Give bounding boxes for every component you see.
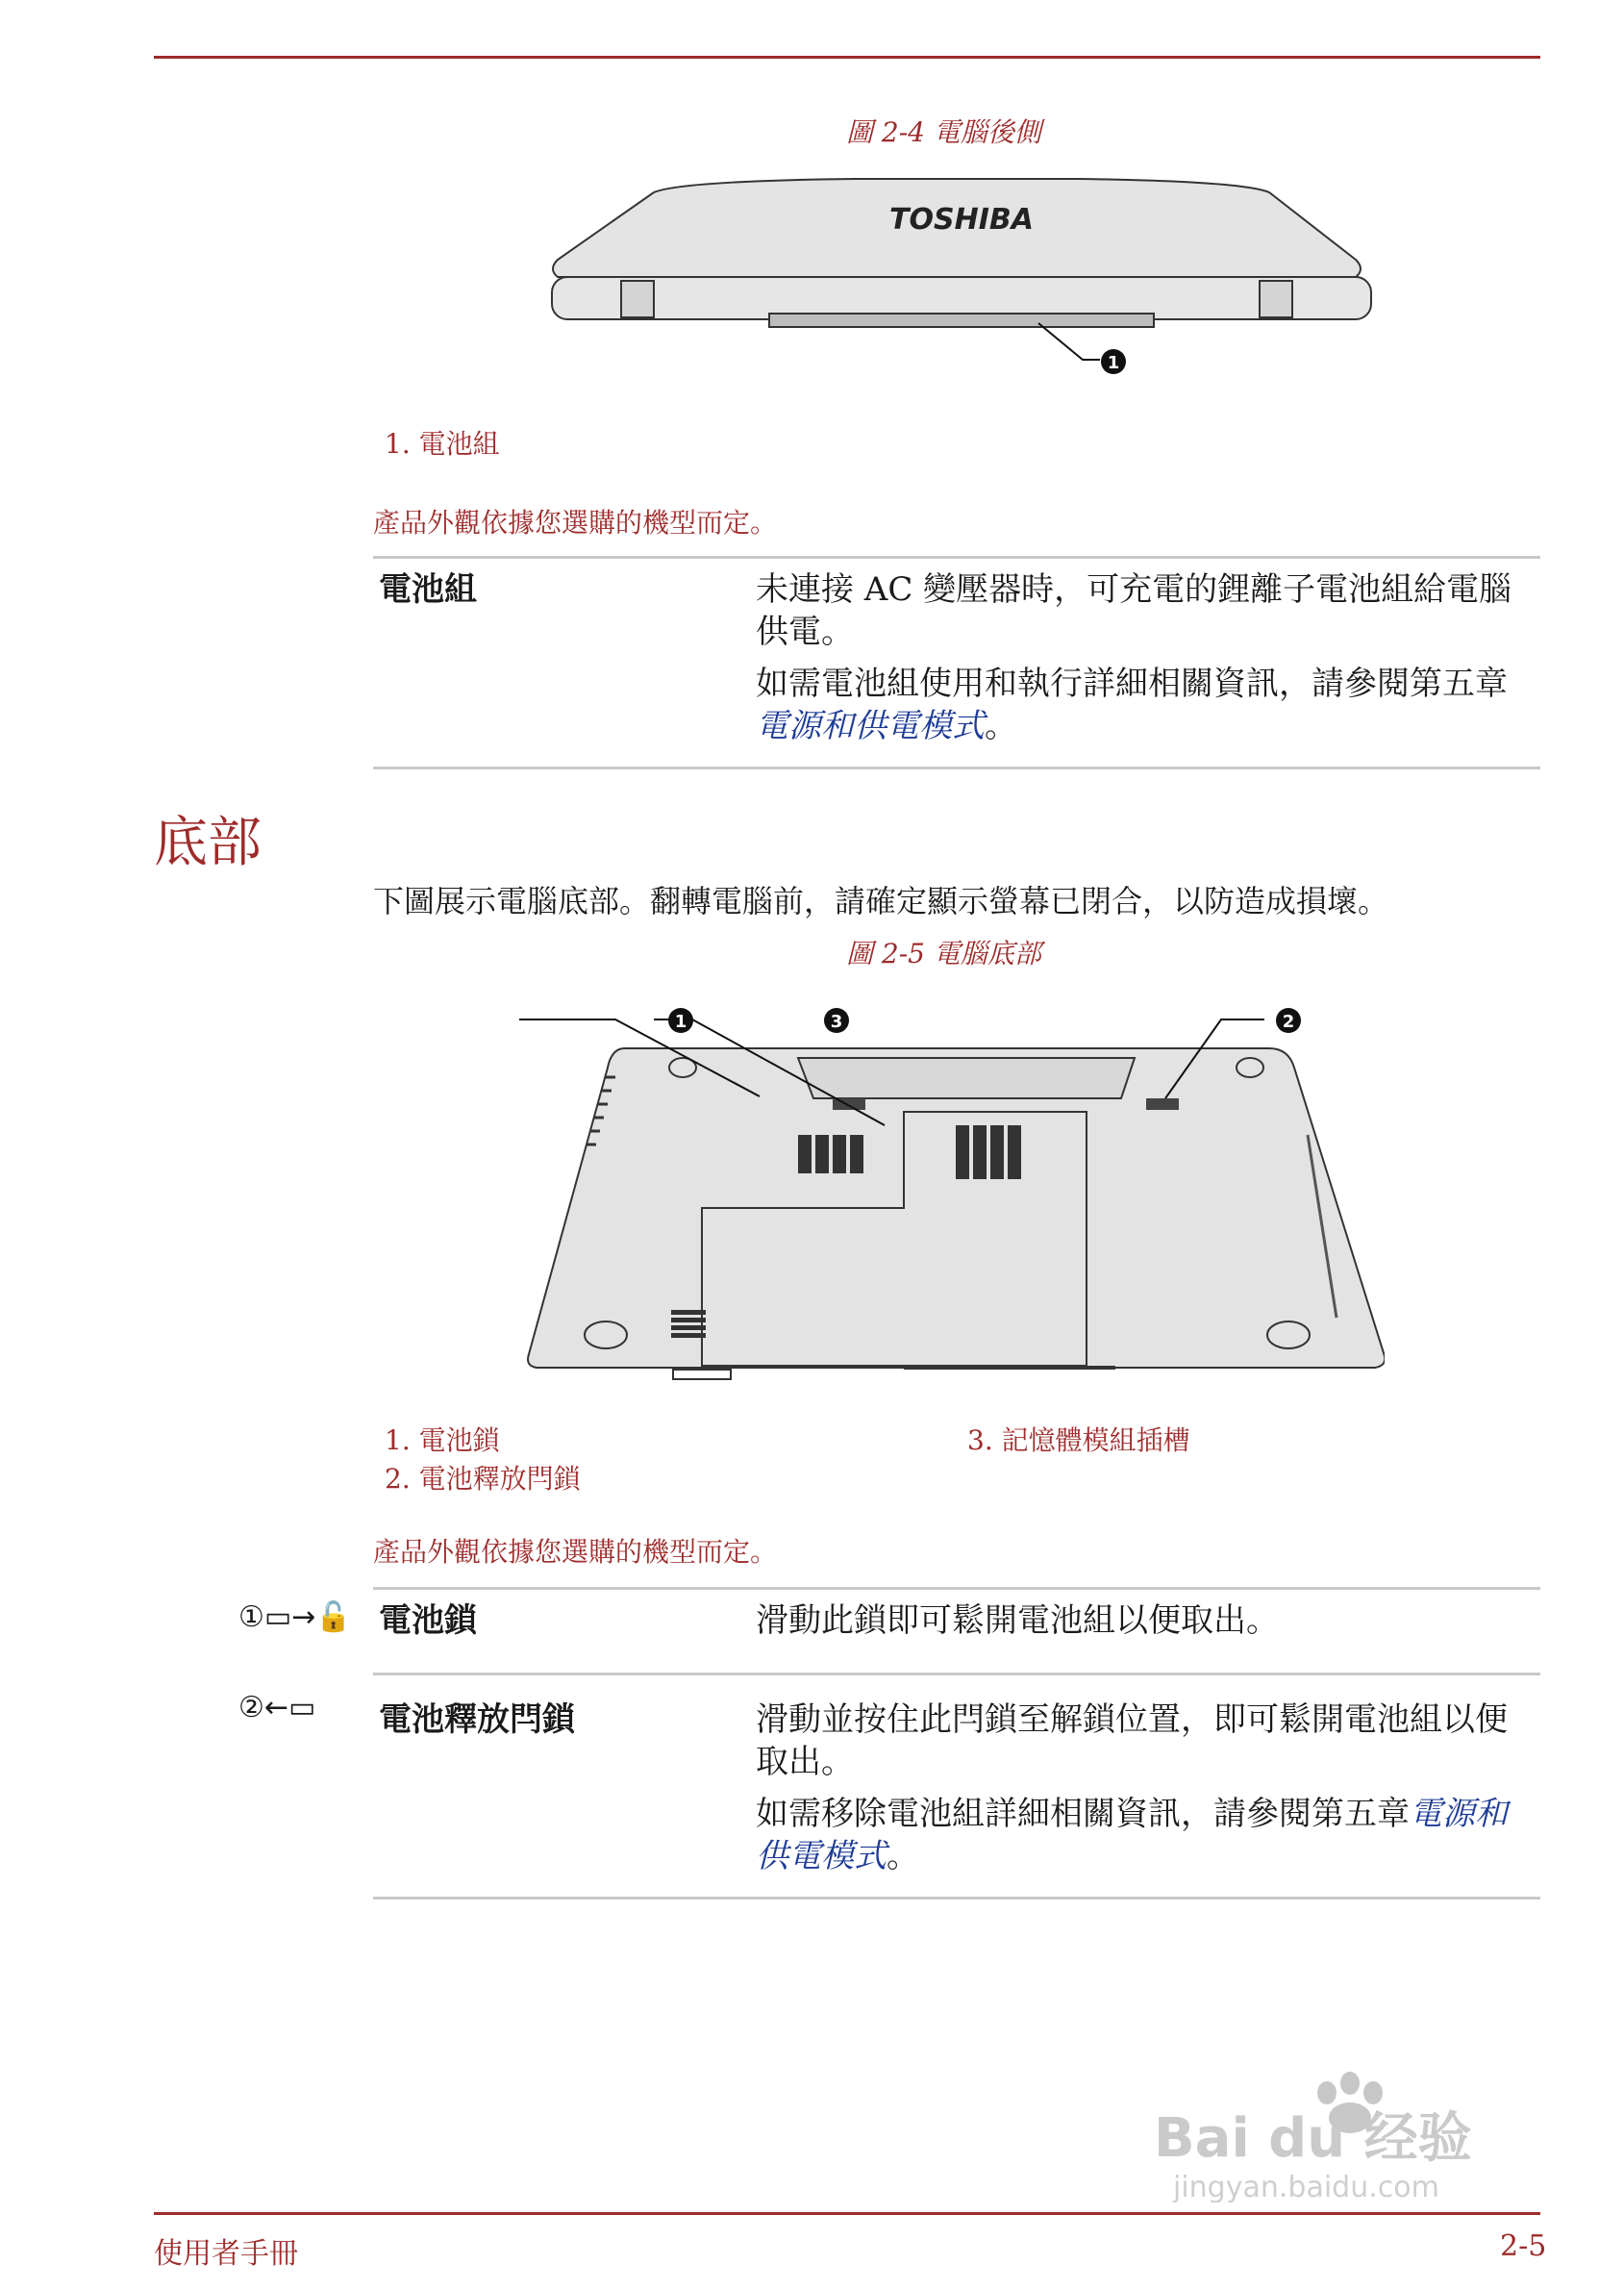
table-row <box>373 1589 1540 1674</box>
section-title: 底部 <box>154 812 262 874</box>
footer-manual-title: 使用者手冊 <box>154 2237 298 2271</box>
figure-legend-item: 2. 電池釋放閂鎖 <box>385 1463 581 1495</box>
svg-text:Bai du 经验: Bai du 经验 <box>1154 2107 1472 2170</box>
battery-spec-table <box>373 556 1540 769</box>
footer-rule <box>154 2212 1540 2215</box>
battery-lock-icon: ①▭→🔓 <box>238 1600 352 1634</box>
svg-text:3: 3 <box>830 1012 843 1032</box>
toshiba-logo: TOSHIBA <box>889 203 1034 237</box>
term-description: 滑動並按住此閂鎖至解鎖位置，即可鬆開電池組以便取出。 如需移除電池組詳細相關資訊，請參閱第五章電源和供電模式。 <box>756 1700 1508 1875</box>
svg-text:1: 1 <box>1107 353 1120 373</box>
term-description: 未連接 AC 變壓器時，可充電的鋰離子電池組給電腦供電。 如需電池組使用和執行詳細相關資訊，請參閱第五章電源和供電模式。 <box>756 570 1512 745</box>
figure-legend-item: 3. 記憶體模組插槽 <box>967 1424 1190 1456</box>
table-row <box>373 558 1540 768</box>
svg-text:jingyan.baidu.com: jingyan.baidu.com <box>1173 2171 1439 2202</box>
term-label: 電池組 <box>379 570 477 609</box>
battery-release-icon: ②←▭ <box>238 1691 316 1724</box>
chapter-link[interactable]: 電源和供電模式 <box>756 1795 1508 1875</box>
bottom-spec-table <box>373 1587 1540 1900</box>
laptop-bottom-illustration <box>519 991 1385 1395</box>
appearance-note: 產品外觀依據您選購的機型而定。 <box>373 1536 778 1568</box>
baidu-watermark <box>1154 2068 1558 2202</box>
figure-caption-bottom: 圖 2-5 電腦底部 <box>846 938 1041 969</box>
appearance-note: 產品外觀依據您選購的機型而定。 <box>373 507 778 539</box>
section-intro: 下圖展示電腦底部。翻轉電腦前，請確定顯示螢幕已閉合，以防造成損壞。 <box>373 883 1389 919</box>
figure-legend-item: 1. 電池鎖 <box>385 1424 500 1456</box>
header-rule <box>154 56 1540 59</box>
laptop-rear-illustration <box>538 173 1385 404</box>
battery-release-latch <box>1146 1098 1179 1110</box>
chapter-link[interactable]: 電源和供電模式 <box>756 707 985 745</box>
page-number: 2-5 <box>1500 2229 1547 2263</box>
svg-text:2: 2 <box>1282 1012 1295 1032</box>
term-label: 電池鎖 <box>379 1601 477 1640</box>
figure-legend-item: 1. 電池組 <box>385 428 500 460</box>
figure-caption-rear: 圖 2-4 電腦後側 <box>846 116 1041 148</box>
svg-text:1: 1 <box>674 1012 687 1032</box>
term-description: 滑動此鎖即可鬆開電池組以便取出。 <box>756 1601 1279 1640</box>
table-row <box>373 1674 1540 1899</box>
term-label: 電池釋放閂鎖 <box>379 1700 575 1739</box>
bottom-callouts <box>654 1005 1308 1044</box>
